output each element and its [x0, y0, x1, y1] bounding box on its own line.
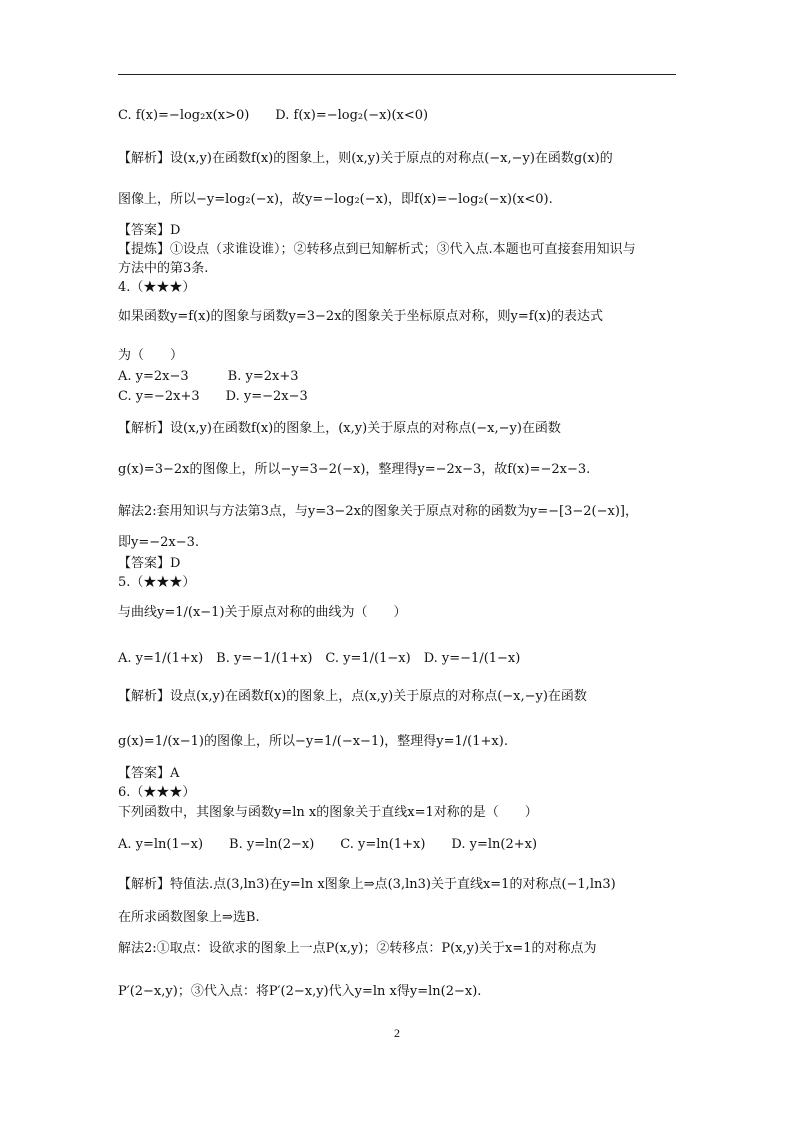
text-line: 【答案】D [118, 223, 181, 238]
text-line: 【解析】设(x,y)在函数f(x)的图象上，(x,y)关于原点的对称点(−x,−y)在函数 [118, 421, 561, 436]
text-line: 解法2:①取点：设欲求的图象上一点P(x,y)；②转移点：P(x,y)关于x=1的对称点为 [118, 941, 597, 956]
text-line: 如果函数y=f(x)的图象与函数y=3−2x的图象关于坐标原点对称，则y=f(x)的表达式 [118, 309, 604, 324]
text-line: A. y=ln(1−x) B. y=ln(2−x) C. y=ln(1+x) D. y=ln(2+x) [118, 837, 538, 852]
text-line: 【解析】设点(x,y)在函数f(x)的图象上，点(x,y)关于原点的对称点(−x,−y)在函数 [118, 689, 587, 704]
header-rule [118, 74, 676, 75]
text-line: 4.（★★★） [118, 280, 196, 295]
text-line: g(x)=3−2x的图像上，所以−y=3−2(−x)，整理得y=−2x−3，故f(x)=−2x−3. [118, 462, 591, 477]
text-line: P′(2−x,y)；③代入点：将P′(2−x,y)代入y=ln x得y=ln(2−x). [118, 984, 482, 999]
text-line: 即y=−2x−3. [118, 535, 200, 550]
text-line: 【解析】特值法.点(3,ln3)在y=ln x图象上⇒点(3,ln3)关于直线x=1的对称点(−1,ln3) [118, 877, 616, 892]
text-line: 方法中的第3条. [118, 261, 209, 276]
text-line: 5.（★★★） [118, 575, 196, 590]
text-line: 【答案】D [118, 556, 181, 571]
text-line: 下列函数中，其图象与函数y=ln x的图象关于直线x=1对称的是（ ） [118, 805, 538, 820]
text-line: 【提炼】①设点（求谁设谁）；②转移点到已知解析式；③代入点.本题也可直接套用知识与 [118, 242, 636, 257]
text-line: 图像上，所以−y=log₂(−x)，故y=−log₂(−x)，即f(x)=−log₂(−x)(x<0). [118, 192, 553, 207]
text-line: 在所求函数图象上⇒选B. [118, 910, 260, 925]
text-line: 【解析】设(x,y)在函数f(x)的图象上，则(x,y)关于原点的对称点(−x,−y)在函数g(x)的 [118, 151, 613, 166]
text-line: A. y=2x−3 B. y=2x+3 [118, 369, 299, 384]
text-line: 【答案】A [118, 766, 180, 781]
text-line: C. y=−2x+3 D. y=−2x−3 [118, 389, 308, 404]
text-line: 解法2:套用知识与方法第3点，与y=3−2x的图象关于原点对称的函数为y=−[3−2(−x)]， [118, 504, 639, 519]
text-line: 与曲线y=1/(x−1)关于原点对称的曲线为（ ） [118, 605, 407, 620]
text-line: g(x)=1/(x−1)的图像上，所以−y=1/(−x−1)，整理得y=1/(1+x). [118, 734, 508, 749]
text-line: A. y=1/(1+x) B. y=−1/(1+x) C. y=1/(1−x) D. y=−1/(1−x) [118, 651, 521, 666]
text-line: C. f(x)=−log₂x(x>0) D. f(x)=−log₂(−x)(x<0) [118, 108, 429, 123]
text-line: 为（ ） [118, 348, 184, 363]
page-number: 2 [394, 1026, 400, 1040]
text-line: 6.（★★★） [118, 785, 196, 800]
